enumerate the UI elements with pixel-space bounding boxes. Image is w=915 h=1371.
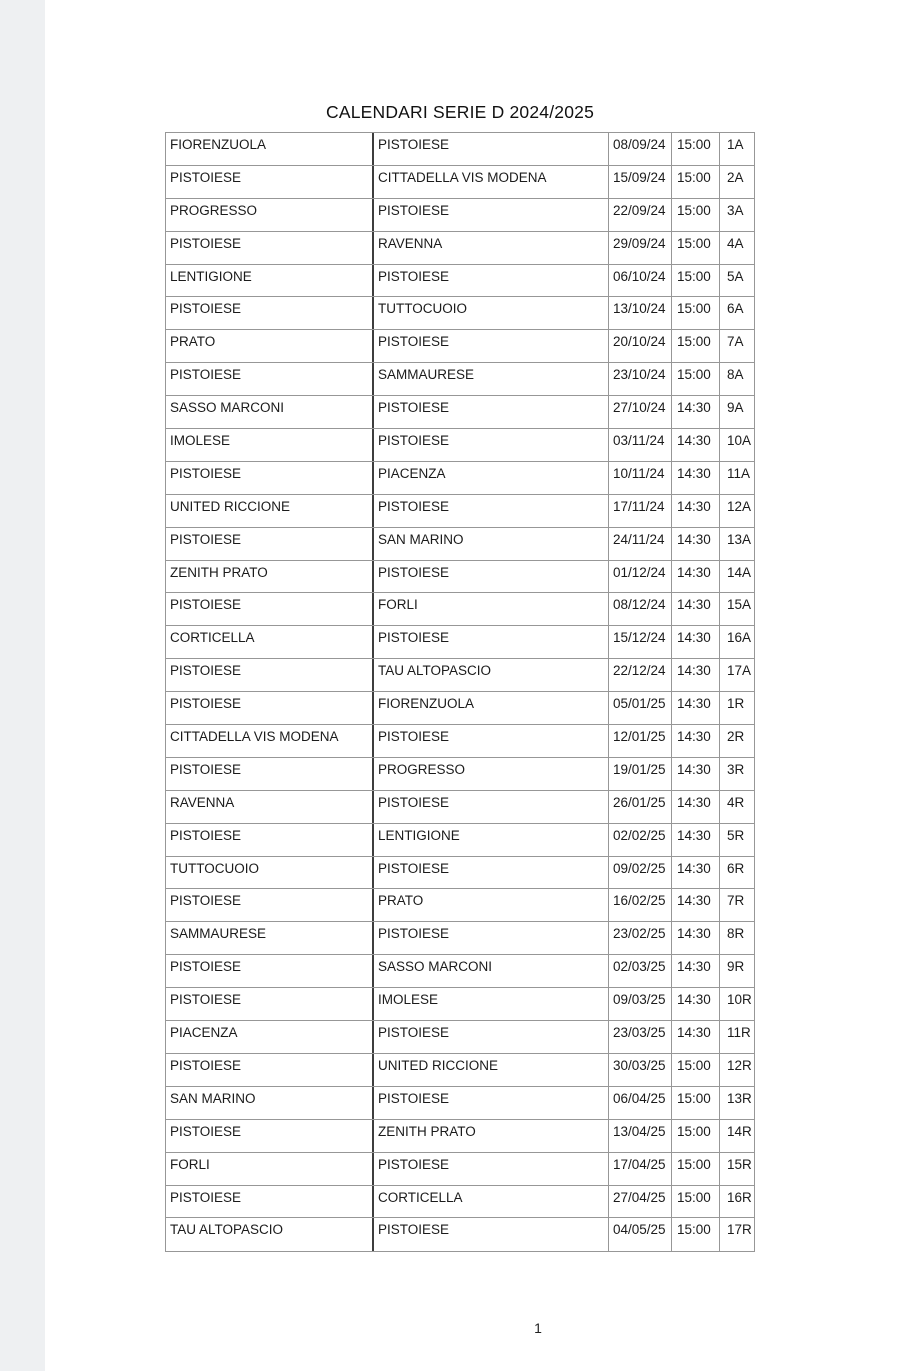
round-cell: 1A [727,137,744,152]
home-team-cell: PISTOIESE [166,462,374,494]
home-team-cell: FIORENZUOLA [166,133,374,165]
table-row [166,265,754,298]
kickoff-time-cell: 14:30 [672,889,720,921]
home-team-cell: PISTOIESE [166,166,374,198]
match-date-cell: 15/09/24 [609,166,672,198]
home-team-cell: PRATO [166,330,374,362]
match-date-cell: 03/11/24 [609,429,672,461]
table-row [166,1054,754,1087]
round-cell: 10R [727,992,752,1008]
kickoff-time-cell: 14:30 [672,725,720,757]
kickoff-time-cell: 14:30 [672,758,720,790]
home-team-cell: PISTOIESE [166,593,374,625]
kickoff-time-cell: 15:00 [672,1218,720,1251]
home-team-cell: SASSO MARCONI [166,396,374,428]
kickoff-time-cell: 15:00 [672,232,720,264]
table-row [166,1218,754,1251]
home-team-cell: PISTOIESE [166,955,374,987]
match-date-cell: 26/01/25 [609,791,672,823]
home-team-cell: TUTTOCUOIO [166,857,374,889]
away-team-cell: PISTOIESE [374,199,609,231]
kickoff-time-cell: 14:30 [672,955,720,987]
round-cell: 16R [727,1189,752,1205]
round-cell: 4A [727,235,744,251]
table-row [166,988,754,1021]
kickoff-time-cell: 15:00 [672,133,720,165]
match-date-cell: 29/09/24 [609,232,672,264]
home-team-cell: ZENITH PRATO [166,561,374,593]
table-row [166,232,754,265]
home-team-cell: PISTOIESE [166,1186,374,1218]
table-row [166,1021,754,1054]
home-team-cell: PISTOIESE [166,988,374,1020]
table-row [166,725,754,758]
match-date-cell: 17/04/25 [609,1153,672,1185]
match-date-cell: 23/03/25 [609,1021,672,1053]
kickoff-time-cell: 14:30 [672,396,720,428]
table-row [166,330,754,363]
fixtures-table [165,132,755,1252]
kickoff-time-cell: 15:00 [672,297,720,329]
round-cell: 17R [727,1222,752,1238]
table-row [166,1087,754,1120]
away-team-cell: TAU ALTOPASCIO [374,659,609,691]
kickoff-time-cell: 15:00 [672,1087,720,1119]
match-date-cell: 04/05/25 [609,1218,672,1251]
away-team-cell: FIORENZUOLA [374,692,609,724]
round-cell: 12A [727,498,752,514]
table-row [166,692,754,725]
away-team-cell: CITTADELLA VIS MODENA [374,166,609,198]
away-team-cell: PISTOIESE [374,791,609,823]
match-date-cell: 19/01/25 [609,758,672,790]
home-team-cell: TAU ALTOPASCIO [166,1218,374,1251]
table-row [166,659,754,692]
round-cell: 9A [727,400,744,416]
away-team-cell: RAVENNA [374,232,609,264]
away-team-cell: PISTOIESE [374,1087,609,1119]
round-cell: 6A [727,301,744,317]
away-team-cell: PIACENZA [374,462,609,494]
round-cell: 10A [727,433,752,449]
away-team-cell: TUTTOCUOIO [374,297,609,329]
round-cell: 3A [727,202,744,218]
round-cell: 13R [727,1090,752,1106]
round-cell: 13A [727,531,752,547]
kickoff-time-cell: 14:30 [672,462,720,494]
away-team-cell: IMOLESE [374,988,609,1020]
match-date-cell: 22/09/24 [609,199,672,231]
away-team-cell: SAN MARINO [374,528,609,560]
home-team-cell: PROGRESSO [166,199,374,231]
home-team-cell: SAN MARINO [166,1087,374,1119]
home-team-cell: PISTOIESE [166,232,374,264]
round-cell: 17A [727,663,752,679]
table-row [166,955,754,988]
match-date-cell: 13/10/24 [609,297,672,329]
away-team-cell: PRATO [374,889,609,921]
match-date-cell: 30/03/25 [609,1054,672,1086]
match-date-cell: 13/04/25 [609,1120,672,1152]
table-row [166,593,754,626]
match-date-cell: 02/03/25 [609,955,672,987]
home-team-cell: SAMMAURESE [166,922,374,954]
home-team-cell: PISTOIESE [166,528,374,560]
away-team-cell: PISTOIESE [374,1153,609,1185]
away-team-cell: PISTOIESE [374,725,609,757]
table-row [166,133,754,166]
round-cell: 14R [727,1123,752,1139]
table-row [166,1186,754,1219]
match-date-cell: 01/12/24 [609,561,672,593]
match-date-cell: 27/04/25 [609,1186,672,1218]
table-row [166,857,754,890]
home-team-cell: PISTOIESE [166,692,374,724]
away-team-cell: PISTOIESE [374,133,609,165]
home-team-cell: PIACENZA [166,1021,374,1053]
match-date-cell: 27/10/24 [609,396,672,428]
kickoff-time-cell: 15:00 [672,1120,720,1152]
table-row [166,922,754,955]
kickoff-time-cell: 14:30 [672,561,720,593]
match-date-cell: 22/12/24 [609,659,672,691]
away-team-cell: PISTOIESE [374,922,609,954]
round-cell: 2A [727,169,744,185]
away-team-cell: PISTOIESE [374,396,609,428]
round-cell: 7R [727,893,745,909]
round-cell: 11R [727,1025,751,1041]
kickoff-time-cell: 14:30 [672,922,720,954]
round-cell: 3R [727,761,745,777]
away-team-cell: PISTOIESE [374,495,609,527]
kickoff-time-cell: 14:30 [672,824,720,856]
match-date-cell: 10/11/24 [609,462,672,494]
kickoff-time-cell: 14:30 [672,495,720,527]
table-row [166,824,754,857]
table-row [166,429,754,462]
home-team-cell: PISTOIESE [166,1054,374,1086]
match-date-cell: 08/12/24 [609,593,672,625]
away-team-cell: ZENITH PRATO [374,1120,609,1152]
round-cell: 8A [727,367,744,383]
table-row [166,1120,754,1153]
round-cell: 4R [727,794,745,810]
away-team-cell: LENTIGIONE [374,824,609,856]
table-row [166,297,754,330]
viewer-gutter [0,0,45,1371]
away-team-cell: FORLI [374,593,609,625]
away-team-cell: PISTOIESE [374,1021,609,1053]
home-team-cell: FORLI [166,1153,374,1185]
match-date-cell: 23/02/25 [609,922,672,954]
kickoff-time-cell: 15:00 [672,166,720,198]
kickoff-time-cell: 14:30 [672,659,720,691]
round-cell: 2R [727,729,745,745]
kickoff-time-cell: 14:30 [672,528,720,560]
kickoff-time-cell: 15:00 [672,265,720,297]
away-team-cell: PISTOIESE [374,429,609,461]
home-team-cell: PISTOIESE [166,1120,374,1152]
away-team-cell: PISTOIESE [374,626,609,658]
table-row [166,462,754,495]
home-team-cell: PISTOIESE [166,363,374,395]
match-date-cell: 12/01/25 [609,725,672,757]
kickoff-time-cell: 15:00 [672,363,720,395]
match-date-cell: 16/02/25 [609,889,672,921]
match-date-cell: 20/10/24 [609,330,672,362]
away-team-cell: PISTOIESE [374,561,609,593]
kickoff-time-cell: 14:30 [672,791,720,823]
kickoff-time-cell: 15:00 [672,1186,720,1218]
home-team-cell: PISTOIESE [166,659,374,691]
home-team-cell: PISTOIESE [166,758,374,790]
match-date-cell: 17/11/24 [609,495,672,527]
match-date-cell: 06/04/25 [609,1087,672,1119]
table-row [166,495,754,528]
home-team-cell: CORTICELLA [166,626,374,658]
away-team-cell: UNITED RICCIONE [374,1054,609,1086]
table-row [166,363,754,396]
match-date-cell: 02/02/25 [609,824,672,856]
round-cell: 5A [727,268,744,284]
match-date-cell: 09/02/25 [609,857,672,889]
page-title: CALENDARI SERIE D 2024/2025 [325,102,595,122]
home-team-cell: CITTADELLA VIS MODENA [166,725,374,757]
match-date-cell: 08/09/24 [609,133,672,165]
away-team-cell: PISTOIESE [374,330,609,362]
away-team-cell: PISTOIESE [374,1218,609,1251]
home-team-cell: UNITED RICCIONE [166,495,374,527]
away-team-cell: PISTOIESE [374,265,609,297]
kickoff-time-cell: 14:30 [672,429,720,461]
home-team-cell: IMOLESE [166,429,374,461]
table-row [166,199,754,232]
match-date-cell: 09/03/25 [609,988,672,1020]
home-team-cell: RAVENNA [166,791,374,823]
table-row [166,626,754,659]
kickoff-time-cell: 14:30 [672,1021,720,1053]
match-date-cell: 06/10/24 [609,265,672,297]
home-team-cell: PISTOIESE [166,824,374,856]
table-row [166,758,754,791]
kickoff-time-cell: 14:30 [672,593,720,625]
match-date-cell: 15/12/24 [609,626,672,658]
round-cell: 15A [727,597,752,613]
away-team-cell: SAMMAURESE [374,363,609,395]
round-cell: 8R [727,926,745,942]
kickoff-time-cell: 14:30 [672,988,720,1020]
match-date-cell: 05/01/25 [609,692,672,724]
round-cell: 9R [727,959,745,975]
round-cell: 1R [727,696,745,712]
match-date-cell: 24/11/24 [609,528,672,560]
away-team-cell: PISTOIESE [374,857,609,889]
table-row [166,561,754,594]
round-cell: 7A [727,334,744,350]
round-cell: 6R [727,860,745,876]
kickoff-time-cell: 14:30 [672,626,720,658]
away-team-cell: SASSO MARCONI [374,955,609,987]
home-team-cell: PISTOIESE [166,297,374,329]
kickoff-time-cell: 15:00 [672,330,720,362]
round-cell: 15R [727,1156,752,1172]
table-row [166,166,754,199]
kickoff-time-cell: 15:00 [672,199,720,231]
away-team-cell: PROGRESSO [374,758,609,790]
home-team-cell: LENTIGIONE [166,265,374,297]
home-team-cell: PISTOIESE [166,889,374,921]
round-cell: 11A [727,465,751,481]
table-row [166,396,754,429]
kickoff-time-cell: 14:30 [672,857,720,889]
round-cell: 14A [727,564,752,580]
kickoff-time-cell: 15:00 [672,1153,720,1185]
round-cell: 5R [727,827,745,843]
round-cell: 16A [727,630,752,646]
table-row [166,889,754,922]
kickoff-time-cell: 14:30 [672,692,720,724]
away-team-cell: CORTICELLA [374,1186,609,1218]
round-cell: 12R [727,1057,752,1073]
page-number: 1 [534,1320,542,1336]
kickoff-time-cell: 15:00 [672,1054,720,1086]
table-row [166,1153,754,1186]
table-row [166,791,754,824]
table-row [166,528,754,561]
match-date-cell: 23/10/24 [609,363,672,395]
